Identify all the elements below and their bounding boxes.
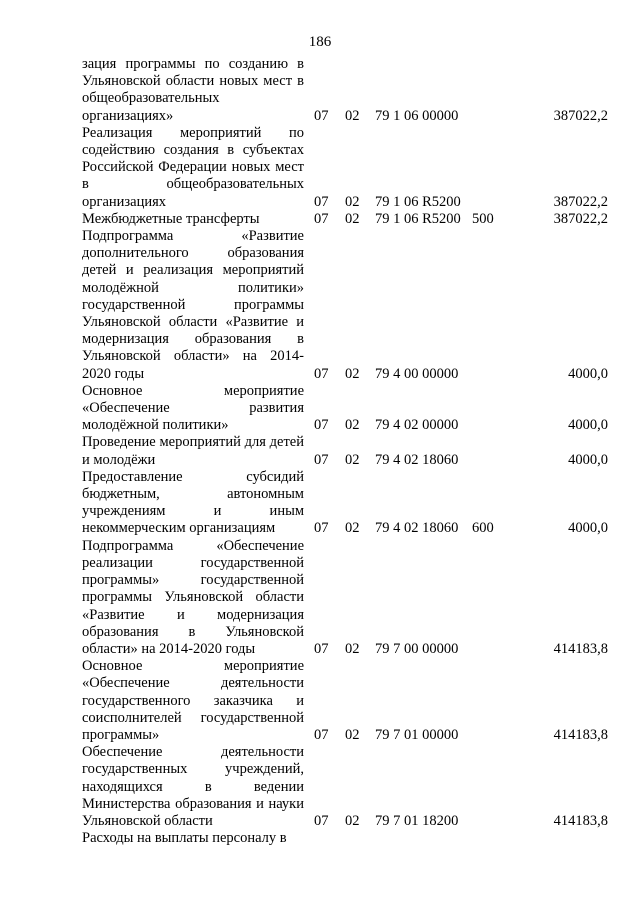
row-section: 07 [314,365,329,382]
table-row [0,228,640,383]
row-target-article: 79 1 06 R5200 [375,193,461,210]
row-subsection: 02 [345,812,360,829]
row-section: 07 [314,812,329,829]
table-row [0,658,640,744]
row-subsection: 02 [345,365,360,382]
row-section: 07 [314,417,329,434]
row-amount: 4000,0 [568,365,608,382]
row-description: Реализация мероприятий по содействию создания в субъектах Российской Федерации новых мест в общеобразовательных организациях [82,124,304,210]
row-subsection: 02 [345,210,360,227]
row-subsection: 02 [345,193,360,210]
row-target-article: 79 7 01 00000 [375,726,459,743]
row-section: 07 [314,520,329,537]
row-section: 07 [314,640,329,657]
row-description: Подпрограмма «Обеспечение реализации государственной программы» государственной программы Ульяновской области «Развитие и модернизация образования в Ульяновской области» на 2014-2020 годы [82,537,304,657]
row-subsection: 02 [345,107,360,124]
row-description: Обеспечение деятельности государственных учреждений, находящихся в ведении Министерства образования и науки Ульяновской области [82,744,304,829]
row-target-article: 79 1 06 00000 [375,107,459,124]
row-target-article: 79 4 02 18060 [375,451,459,468]
table-row [0,125,640,211]
row-section: 07 [314,451,329,468]
row-amount: 414183,8 [553,640,608,657]
row-target-article: 79 4 00 00000 [375,365,459,382]
row-amount: 387022,2 [553,107,608,124]
row-target-article: 79 7 01 18200 [375,812,459,829]
budget-table [0,56,640,847]
table-row [0,383,640,435]
row-expense-type: 600 [472,520,494,537]
table-row [0,744,640,830]
row-description: Основное мероприятие «Обеспечение деятельности государственного заказчика и соисполнителей государственной программы» [82,658,304,743]
row-target-article: 79 4 02 18060 [375,520,459,537]
row-subsection: 02 [345,640,360,657]
row-description: Основное мероприятие «Обеспечение развития молодёжной политики» [82,382,304,434]
page-number: 186 [308,34,332,50]
row-description: Предоставление субсидий бюджетным, автономным учреждениям и иным некоммерческим организациям [82,468,304,537]
table-row [0,830,640,847]
row-subsection: 02 [345,417,360,434]
table-row [0,56,640,125]
row-expense-type: 500 [472,210,494,227]
row-target-article: 79 1 06 R5200 [375,210,461,227]
row-description: зация программы по созданию в Ульяновской области новых мест в общеобразовательных организациях» [82,56,304,124]
row-target-article: 79 4 02 00000 [375,417,459,434]
row-amount: 414183,8 [553,726,608,743]
row-amount: 414183,8 [553,812,608,829]
table-row [0,434,640,468]
row-amount: 4000,0 [568,520,608,537]
row-subsection: 02 [345,451,360,468]
table-row [0,538,640,658]
row-description: Подпрограмма «Развитие дополнительного образования детей и реализация мероприятий молодёжной политики» государственной программы Ульяновской области «Развитие и модернизация образования в Ульяновской области» на 2014-2020 годы [82,228,304,382]
row-subsection: 02 [345,726,360,743]
row-section: 07 [314,726,329,743]
row-amount: 387022,2 [553,193,608,210]
row-section: 07 [314,193,329,210]
row-section: 07 [314,107,329,124]
row-target-article: 79 7 00 00000 [375,640,459,657]
row-subsection: 02 [345,520,360,537]
row-amount: 4000,0 [568,451,608,468]
table-row [0,211,640,228]
row-description: Расходы на выплаты персоналу в [82,830,287,847]
row-amount: 4000,0 [568,417,608,434]
row-section: 07 [314,210,329,227]
table-row [0,469,640,538]
row-description: Проведение мероприятий для детей и молодёжи [82,434,304,468]
row-description: Межбюджетные трансферты [82,210,260,227]
row-amount: 387022,2 [553,210,608,227]
